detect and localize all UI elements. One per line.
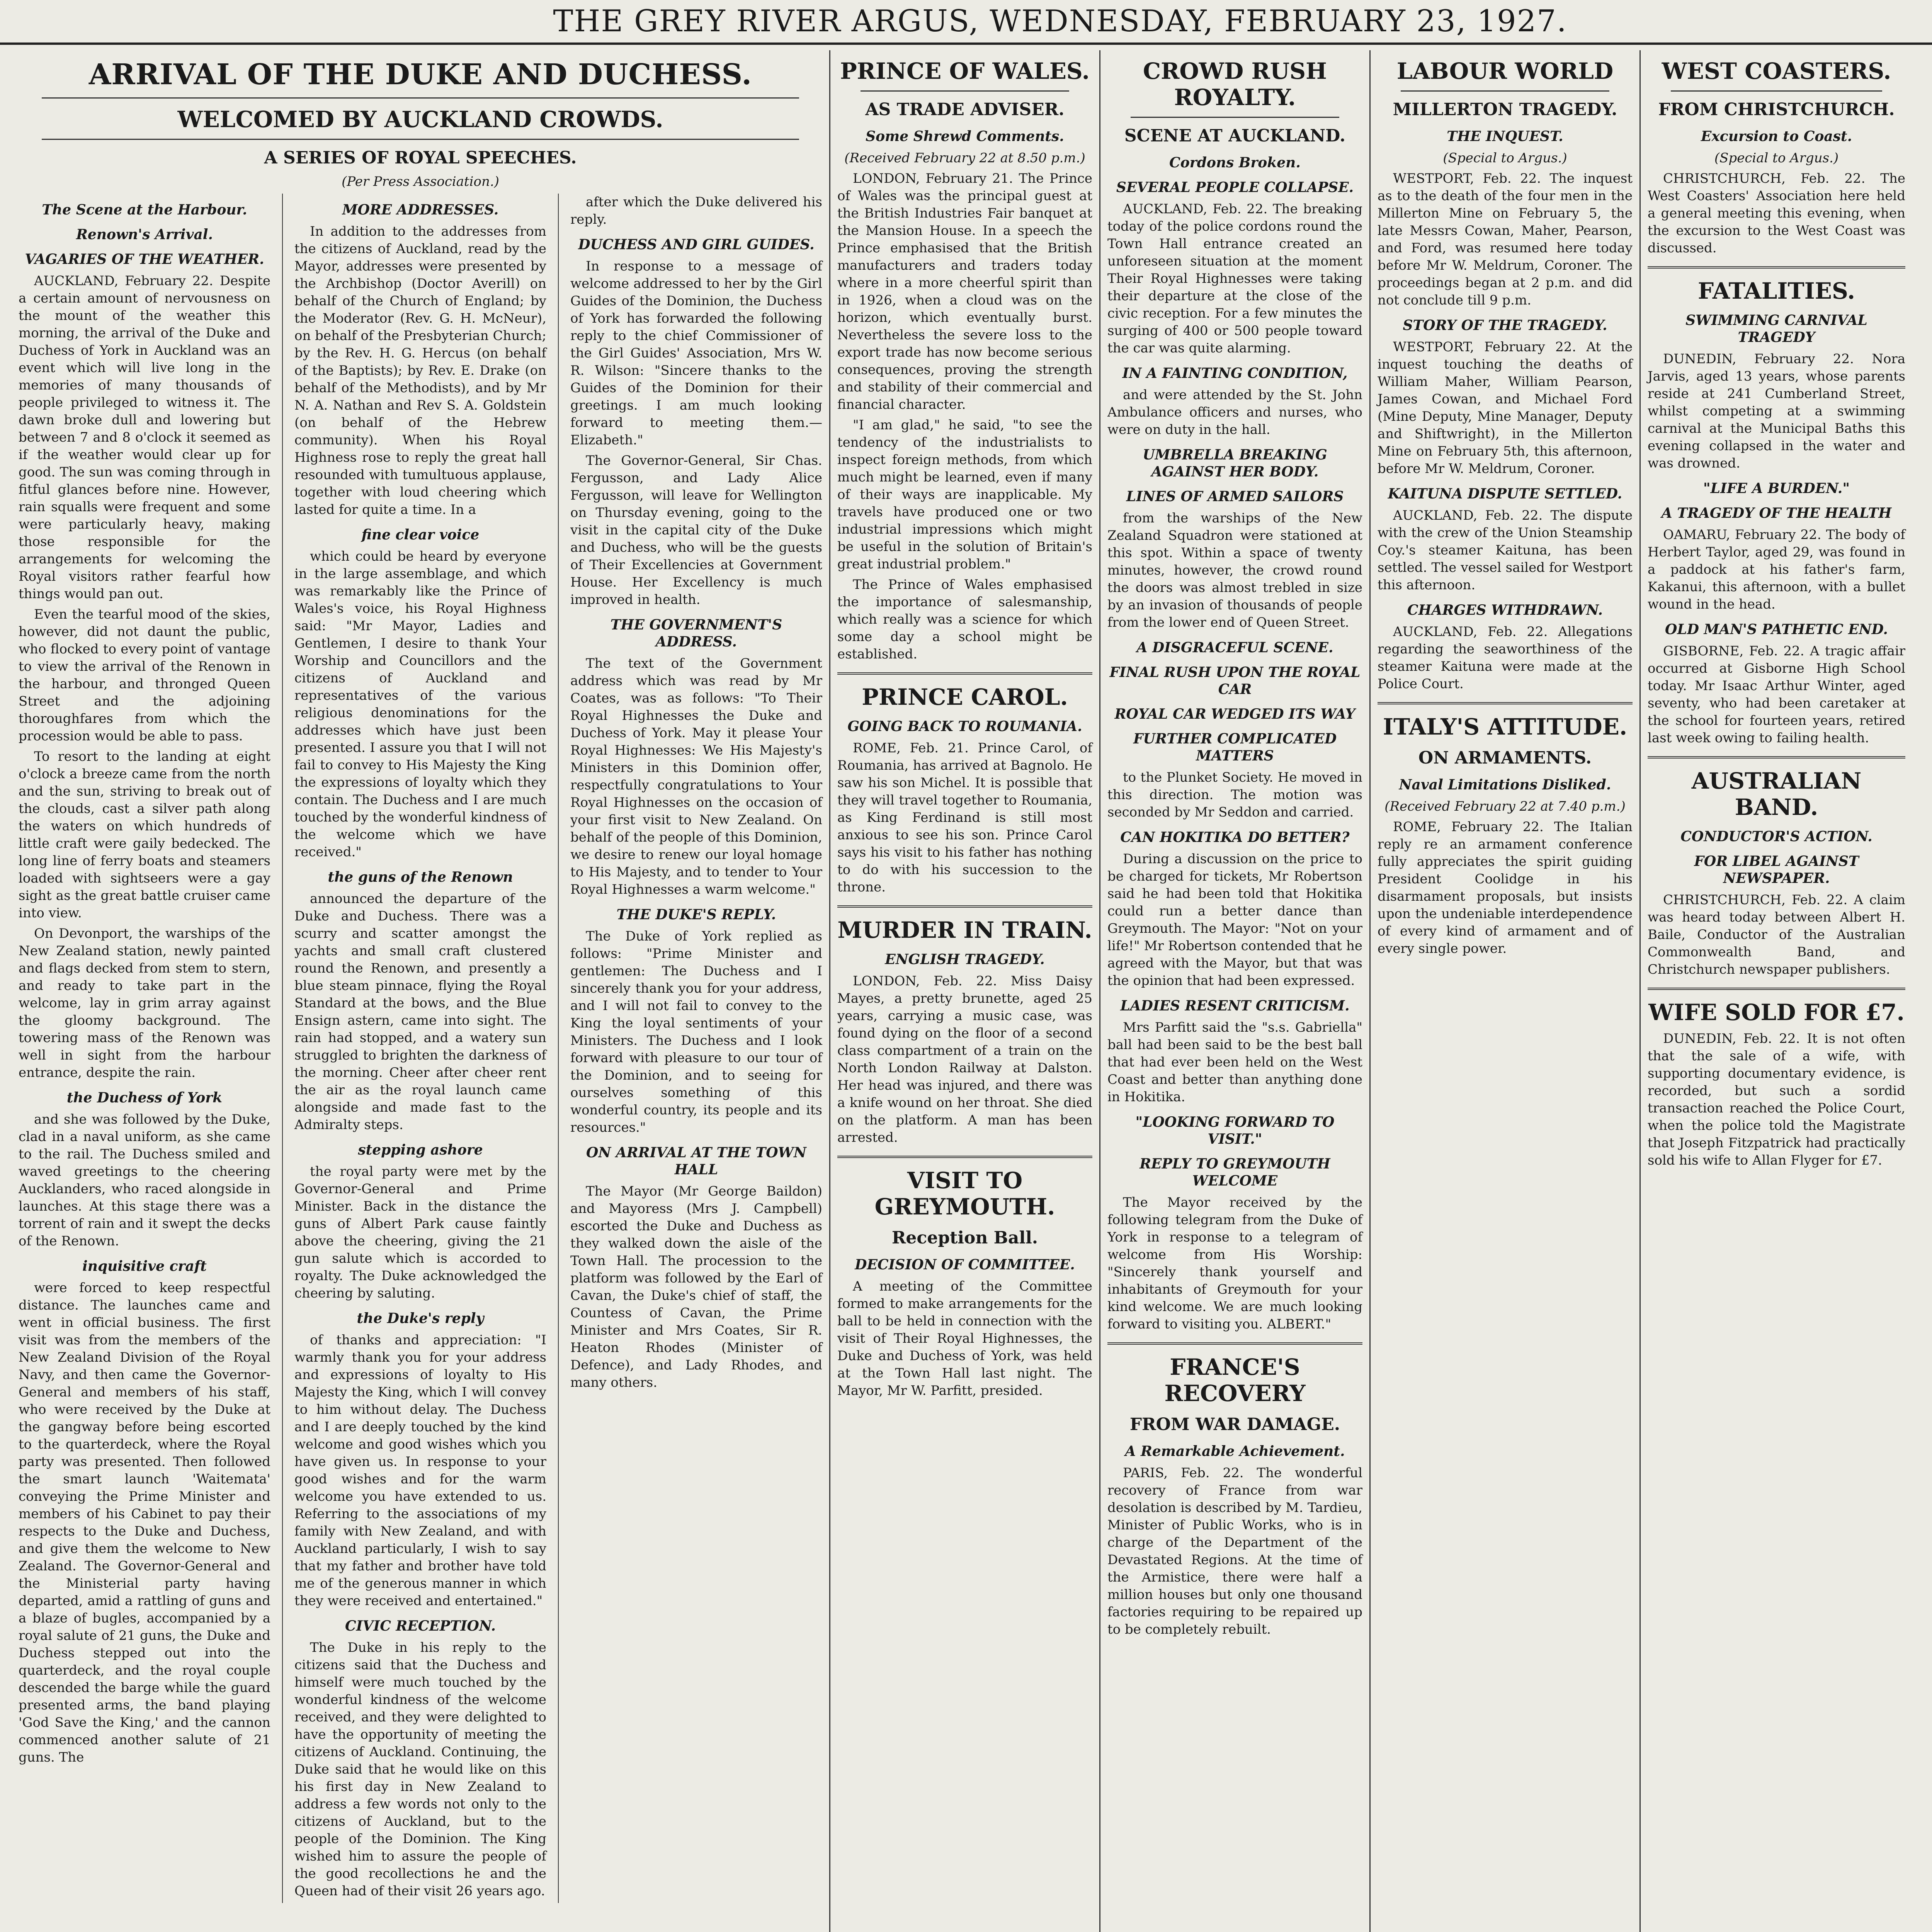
- labour-world-column: [1371, 50, 1641, 1932]
- special-credit: (Special to Argus.): [1714, 150, 1839, 166]
- paragraph: ROME, February 22. The Italian reply re an armament conference fully appreciates the spirit guiding President Coolidge in his disarmament proposals, but insists upon the undeniable interdependence of every kind of armament and of every single power.: [1378, 819, 1633, 956]
- section-harbour-scene: The Scene at the Harbour.: [42, 202, 247, 218]
- headline-italy: ITALY'S ATTITUDE.: [1383, 714, 1628, 740]
- section-people-collapse: SEVERAL PEOPLE COLLAPSE.: [1116, 179, 1354, 196]
- headline-prince-of-wales: PRINCE OF WALES.: [840, 58, 1090, 84]
- section-renown-arrival: Renown's Arrival.: [76, 226, 213, 243]
- section-car-wedged: ROYAL CAR WEDGED ITS WAY: [1114, 706, 1355, 722]
- subhead-armaments: ON ARMAMENTS.: [1418, 748, 1592, 768]
- paragraph: To resort to the landing at eight o'clock a breeze came from the north and the sun, striving to break out of the clouds, cast a silver path along the waters on which hundreds of little craft were gaily bedecked. The long line of ferry boats and steamers loaded with sightseers were a gay sight as the great battle cruiser came into view.: [19, 749, 271, 921]
- headline-crowd-rush: CROWD RUSH ROYALTY.: [1143, 58, 1327, 111]
- section-hokitika: CAN HOKITIKA DO BETTER?: [1120, 829, 1350, 845]
- paragraph: The Mayor (Mr George Baildon) and Mayoress (Mrs J. Campbell) escorted the Duke and Duchess as they walked down the aisle of the Town Hall. The procession to the platform was followed by the Earl of Cavan, the Duke's chief of staff, the Countess of Cavan, the Prime Minister and Mrs Coates, Sir R. Heaton Rhodes (Minister of Defence), and Lady Rhodes, and many others.: [570, 1184, 822, 1390]
- paragraph: AUCKLAND, Feb. 22. The breaking today of the police cordons round the Town Hall entrance created an unforeseen situation at the moment Their Royal Highnesses were taking their departure at the close of the civic reception. For a few minutes the surging of 400 or 500 people toward the car was quite alarming.: [1107, 201, 1362, 356]
- headline-royal-arrival: ARRIVAL OF THE DUKE AND DUCHESS.: [88, 58, 752, 91]
- paragraph: to the Plunket Society. He moved in this direction. The motion was seconded by Mr Seddon and carried.: [1107, 770, 1362, 820]
- column-rule: [558, 194, 559, 1903]
- section-charges: CHARGES WITHDRAWN.: [1407, 602, 1603, 618]
- section-government-address: THE GOVERNMENT'S ADDRESS.: [610, 617, 782, 650]
- paragraph: announced the departure of the Duke and Duchess. There was a scurry and scatter amongst the yachts and small craft clustered round the Renown, and presently a blue steam pinnace, flying the Royal Standard at the bows, and the Blue Ensign astern, came into sight. The rain had stopped, and a watery sun struggled to brighten the darkness of the morning. Cheer after cheer rent the air as the royal launch came alongside and made fast to the Admiralty steps.: [294, 891, 546, 1133]
- section-town-hall-arrival: ON ARRIVAL AT THE TOWN HALL: [586, 1145, 806, 1178]
- section-dukes-reply: THE DUKE'S REPLY.: [616, 906, 776, 923]
- section-life-burden: "LIFE A BURDEN.": [1703, 480, 1850, 497]
- section-story-tragedy: STORY OF THE TRAGEDY.: [1403, 317, 1607, 333]
- section-fainting: IN A FAINTING CONDITION,: [1122, 365, 1348, 381]
- divider: [1671, 90, 1882, 92]
- paragraph: WESTPORT, February 22. At the inquest touching the deaths of William Maher, William Pearson, James Cowan, and Michael Ford (Mine Deputy, Mine Manager, Deputy and Shiftwright), in the Millerton Mine on February 5th, this afternoon, before Mr W. Meldrum, Coroner.: [1378, 339, 1633, 476]
- press-credit: (Per Press Association.): [342, 174, 499, 189]
- paragraph: In response to a message of welcome addressed to her by the Girl Guides of the Dominion, the Duchess of York has forwarded the following reply to the chief Commissioner of the Girl Guides' Association, Mrs W. R. Wilson: "Sincere thanks to the Guides of the Dominion for their greetings. I am much looking forward to meeting them.—Elizabeth.": [570, 259, 822, 448]
- paragraph: In addition to the addresses from the citizens of Auckland, read by the Mayor, addresses were presented by the Archbishop (Doctor Averill) on behalf of the Church of England; by the Moderator (Rev. G. H. McNeur), on behalf of the Presbyterian Church; by the Rev. H. G. Hercus (on behalf of the Baptists); by Rev. E. Drake (on behalf of the Methodists), and by Mr N. A. Nathan and Rev S. A. Goldstein (on behalf of the Hebrew community). When his Royal Highness rose to reply the great hall resounded with tumultuous applause, together with loud cheering which lasted for quite a time. In a: [294, 224, 546, 517]
- subhead-christchurch: FROM CHRISTCHURCH.: [1658, 100, 1895, 119]
- subhead-war-damage: FROM WAR DAMAGE.: [1129, 1415, 1340, 1434]
- page-columns: [12, 50, 1932, 1932]
- section-kaituna: KAITUNA DISPUTE SETTLED.: [1388, 486, 1622, 502]
- received-credit: (Received February 22 at 8.50 p.m.): [844, 150, 1085, 166]
- paragraph: AUCKLAND, Feb. 22. Allegations regarding the seaworthiness of the steamer Kaituna were made at the Police Court.: [1378, 624, 1633, 692]
- subhead-royal-speeches: A SERIES OF ROYAL SPEECHES.: [264, 148, 577, 168]
- paragraph: ROME, Feb. 21. Prince Carol, of Roumania, has arrived at Bagnolo. He saw his son Michel. It is possible that they will travel together to Roumania, as King Ferdinand is still most anxious to see his son. Prince Carol says his visit to his father has nothing to do with his succession to the throne.: [837, 740, 1092, 895]
- section-committee-decision: DECISION OF COMMITTEE.: [855, 1257, 1075, 1273]
- section-fine-clear-voice: fine clear voice: [361, 527, 480, 543]
- paragraph: The Duke in his reply to the citizens said that the Duchess and himself were much touched by the wonderful kindness of the welcome received, and they were delighted to have the opportunity of meeting the citizens of Auckland. Continuing, the Duke said that he would like on this his first day in New Zealand to address a few words not only to the citizens of Auckland, but to the people of the Dominion. The King wished him to assure the people of the good recollections he and the Queen had of their visit 26 years ago.: [294, 1640, 546, 1899]
- paragraph: the royal party were met by the Governor-General and Prime Minister. Back in the distance the guns of Albert Park cause faintly above the cheering, giving the 21 gun salute which is accorded to royalty. The Duke acknowledged the cheering by saluting.: [294, 1164, 546, 1301]
- paragraph: which could be heard by everyone in the large assemblage, and which was remarkably like the Prince of Wales's voice, his Royal Highness said: "Mr Mayor, Ladies and Gentlemen, I desire to thank Your Worship and Councillors and the citizens of Auckland and representatives of the various religious denominations for the addresses which have just been presented. I assure you that I will not fail to convey to His Majesty the King the expressions of loyalty which they contain. The Duchess and I are much touched by the wonderful kindness of the welcome which we have received.": [294, 549, 546, 860]
- section-cordons-broken: Cordons Broken.: [1169, 155, 1301, 171]
- west-coasters-column: [1641, 50, 1912, 1932]
- section-old-man: OLD MAN'S PATHETIC END.: [1665, 621, 1888, 638]
- paragraph: The Duke of York replied as follows: "Prime Minister and gentlemen: The Duchess and I sincerely thank you for your address, and I will not fail to convey to the King the loyal sentiments of your Ministers. The Duchess and I look forward with pleasure to our tour of the Dominion, and to seeing for ourselves something of this wonderful country, its people and its resources.": [570, 929, 822, 1135]
- paragraph: WESTPORT, Feb. 22. The inquest as to the death of the four men in the Millerton Mine on February 5, the late Messrs Cowan, Maher, Pearson, and Ford, was resumed here today before Mr W. Meldrum, Coroner. The proceedings began at 2 p.m. and did not conclude till 9 p.m.: [1378, 171, 1633, 308]
- paragraph: of thanks and appreciation: "I warmly thank you for your address and expressions of loyalty to His Majesty the King, which I will convey to him without delay. The Duchess and I are deeply touched by the kind welcome and good wishes which you have given us. In response to your good wishes and for the warm welcome you have extended to us. Referring to the associations of my family with New Zealand, and with Auckland particularly, I wish to say that my father and brother have told me of the generous manner in which they were received and entertained.": [294, 1332, 546, 1609]
- headline-wife-sold: WIFE SOLD FOR £7.: [1648, 999, 1905, 1026]
- divider: [861, 90, 1069, 92]
- section-achievement: A Remarkable Achievement.: [1125, 1443, 1345, 1459]
- divider: [1648, 266, 1905, 269]
- section-inquisitive-craft: inquisitive craft: [82, 1258, 207, 1274]
- section-renown-guns: the guns of the Renown: [328, 869, 513, 885]
- divider: [837, 1156, 1092, 1158]
- paragraph: The text of the Government address which was read by Mr Coates, was as follows: "To Their Royal Highnesses the Duke and Duchess of York. May it please Your Royal Highnesses: We His Majesty's Ministers in this Dominion offer, respectfully congratulations to Your Royal Highnesses on the occasion of your first visit to New Zealand. On behalf of the people of this Dominion, we desire to renew our loyal homage to His Majesty, and to tender to Your Royal Highnesses a warm welcome.": [570, 656, 822, 897]
- special-credit: (Special to Argus.): [1443, 150, 1567, 166]
- paragraph: GISBORNE, Feb. 22. A tragic affair occurred at Gisborne High School today. Mr Isaac Arthur Winter, aged seventy, who had been caretaker at the school for fourteen years, retired last week owing to failing health.: [1648, 643, 1905, 746]
- paragraph: A meeting of the Committee formed to make arrangements for the ball to be held in connection with the visit of Their Royal Highnesses, the Duke and Duchess of York, was held at the Town Hall last night. The Mayor, Mr W. Parfitt, presided.: [837, 1279, 1092, 1398]
- headline-fatalities: FATALITIES.: [1697, 278, 1855, 304]
- paragraph: PARIS, Feb. 22. The wonderful recovery of France from war desolation is described by M. Tardieu, Minister of Public Works, who is in charge of the Department of the Devastated Regions. At the time of the Armistice, there were half a million houses but only one thousand factories requiring to be repaired up to be completely rebuilt.: [1107, 1465, 1362, 1637]
- column-rule: [282, 194, 283, 1903]
- section-complicated: FURTHER COMPLICATED MATTERS: [1133, 731, 1337, 764]
- section-ladies-resent: LADIES RESENT CRITICISM.: [1120, 998, 1350, 1014]
- section-looking-forward: "LOOKING FORWARD TO VISIT.": [1135, 1114, 1335, 1147]
- headline-prince-carol: PRINCE CAROL.: [862, 684, 1068, 710]
- paragraph: The Prince of Wales emphasised the importance of salesmanship, which really was a science for which some day a school might be established.: [837, 577, 1092, 662]
- column-2: [294, 194, 546, 1903]
- paragraph: The Governor-General, Sir Chas. Fergusson, and Lady Alice Fergusson, will leave for Wellington on Thursday evening, going to the visit in the capital city of the Duke and Duchess, who will be the guests of Their Excellencies at Government House. Her Excellency is much improved in health.: [570, 453, 822, 607]
- divider: [42, 139, 799, 140]
- section-final-rush: FINAL RUSH UPON THE ROYAL CAR: [1109, 664, 1361, 697]
- paragraph: During a discussion on the price to be charged for tickets, Mr Robertson said he had been told that Hokitika could run a better dance than Greymouth. The Mayor: "Not on your life!" Mr Robertson contended that he agreed with the Mayor, but that was the opinion that had been expressed.: [1107, 851, 1362, 988]
- divider: [1107, 1342, 1362, 1345]
- paragraph: from the warships of the New Zealand Squadron were stationed at this spot. Within a space of twenty minutes, however, the crowd round the doors was almost trebled in size by an invasion of thousands of people from the lower end of Queen Street.: [1107, 510, 1362, 630]
- subhead-trade-adviser: AS TRADE ADVISER.: [865, 100, 1065, 119]
- section-excursion: Excursion to Coast.: [1701, 128, 1852, 145]
- paragraph: LONDON, February 21. The Prince of Wales was the principal guest at the British Industries Fair banquet at the Mansion House. In a speech the Prince emphasised that the British manufacturers and traders today where in a more cheerful spirit than in 1926, when a cloud was on the horizon, which eventually burst. Nevertheless the severe loss to the export trade has now become serious consequences, proving the strength and stability of their commercial and financial character.: [837, 171, 1092, 412]
- paragraph: DUNEDIN, February 22. Nora Jarvis, aged 13 years, whose parents reside at 241 Cumberland Street, whilst competing at a swimming carnival at the Municipal Baths this evening collapsed in the water and was drowned.: [1648, 351, 1905, 471]
- paragraph: The Mayor received by the following telegram from the Duke of York in response to a telegram of welcome from His Worship: "Sincerely thank yourself and inhabitants of Greymouth for your kind welcome. We are much looking forward to visiting you. ALBERT.": [1107, 1195, 1362, 1332]
- section-girl-guides: DUCHESS AND GIRL GUIDES.: [578, 236, 815, 253]
- section-stepping-ashore: stepping ashore: [358, 1142, 483, 1158]
- headline-west-coasters: WEST COASTERS.: [1662, 58, 1891, 84]
- paragraph: DUNEDIN, Feb. 22. It is not often that the sale of a wife, with supporting documentary evidence, is recorded, but such a sordid transaction reached the Police Court, when the police told the Magistrate that Joseph Fitzpatrick had practically sold his wife to Allan Flyger for £7.: [1648, 1031, 1905, 1168]
- paragraph: and she was followed by the Duke, clad in a naval uniform, as she came to the rail. The Duchess smiled and waved greetings to the cheering Aucklanders, who raced alongside in launches. At this stage there was a torrent of rain and it swept the decks of the Renown.: [19, 1112, 271, 1249]
- subhead-millerton: MILLERTON TRAGEDY.: [1393, 100, 1617, 119]
- section-english-tragedy: ENGLISH TRAGEDY.: [885, 951, 1045, 968]
- royal-arrival-article: [12, 50, 830, 1932]
- subhead-welcomed: WELCOMED BY AUCKLAND CROWDS.: [177, 106, 663, 133]
- crowd-rush-column: [1100, 50, 1371, 1932]
- subhead-reception-ball: Reception Ball.: [891, 1228, 1038, 1248]
- masthead: [0, 0, 1932, 45]
- paragraph: AUCKLAND, February 22. Despite a certain amount of nervousness on the mount of the weather this morning, the arrival of the Duke and Duchess of York in Auckland was an event which will live long in the memories of many thousands of people privileged to witness it. The dawn broke dull and lowering but between 7 and 8 o'clock it seemed as if the weather would clear up for good. The sun was coming through in fitful glances before nine. However, rain squalls were frequent and some were particularly heavy, making those responsible for the arrangements for welcoming the Royal visitors rather fearful how things would pan out.: [19, 273, 271, 602]
- section-duchess: the Duchess of York: [66, 1090, 223, 1106]
- paragraph: LONDON, Feb. 22. Miss Daisy Mayes, a pretty brunette, aged 25 years, carrying a music case, was found dying on the floor of a second class compartment of a train on the North London Railway at Dalston. Her head was injured, and there was a knife wound on her throat. She died on the platform. A man has been arrested.: [837, 973, 1092, 1145]
- column-1: [19, 194, 270, 1903]
- section-libel: FOR LIBEL AGAINST NEWSPAPER.: [1694, 853, 1859, 886]
- section-more-addresses: MORE ADDRESSES.: [342, 202, 499, 218]
- paragraph: "I am glad," he said, "to see the tendency of the industrialists to inspect foreign methods, from which much might be learned, even if many of their ways are inapplicable. My travels have produced one or two industrial impressions which might be useful in the solution of Britain's great industrial problem.": [837, 417, 1092, 572]
- paragraph: AUCKLAND, Feb. 22. The dispute with the crew of the Union Steamship Coy.'s steamer Kaituna, has been settled. The vessel sailed for Westport this afternoon.: [1378, 508, 1633, 593]
- headline-australian-band: AUSTRALIAN BAND.: [1691, 768, 1862, 820]
- section-umbrella: UMBRELLA BREAKING AGAINST HER BODY.: [1143, 447, 1327, 480]
- column-3: [570, 194, 822, 1903]
- section-conductor: CONDUCTOR'S ACTION.: [1680, 828, 1872, 845]
- subhead-scene-auckland: SCENE AT AUCKLAND.: [1124, 126, 1346, 146]
- section-civic-reception: CIVIC RECEPTION.: [345, 1618, 496, 1634]
- masthead-title: THE GREY RIVER ARGUS, WEDNESDAY, FEBRUARY 23, 1927.: [553, 4, 1567, 39]
- paragraph: On Devonport, the warships of the New Zealand station, newly painted and flags decked from stem to stern, and ready to take part in the welcome, lay in grim array against the gloomy background. The towering mass of the Renown was well in sight from the harbour entrance, despite the rain.: [19, 926, 271, 1080]
- paragraph: were forced to keep respectful distance. The launches came and went in official business. The first visit was from the members of the New Zealand Division of the Royal Navy, and then came the Governor-General and members of his staff, who were received by the Duke at the gangway before being escorted to the quarterdeck, where the Royal party was presented. Then followed the smart launch 'Waitemata' conveying the Prime Minister and members of his Cabinet to pay their respects to the Duke and Duchess, and give them the welcome to New Zealand. The Governor-General and the Ministerial party having departed, amid a rattling of guns and a blaze of bugles, accompanied by a royal salute of 21 guns, the Duke and Duchess stepped out into the quarterdeck, and the royal couple descended the barge while the guard presented arms, the band playing 'God Save the King,' and the cannon commenced another salute of 21 guns. The: [19, 1280, 271, 1765]
- paragraph: CHRISTCHURCH, Feb. 22. The West Coasters' Association here held a general meeting this evening, when the excursion to the West Coast was discussed.: [1648, 171, 1905, 256]
- divider: [42, 97, 799, 99]
- section-shrewd-comments: Some Shrewd Comments.: [866, 128, 1064, 145]
- section-naval-limitations: Naval Limitations Disliked.: [1399, 777, 1611, 793]
- section-health-tragedy: A TRAGEDY OF THE HEALTH: [1661, 505, 1892, 521]
- section-inquest: THE INQUEST.: [1447, 128, 1563, 145]
- divider: [1378, 702, 1633, 704]
- paragraph: after which the Duke delivered his reply.: [570, 194, 822, 227]
- section-disgraceful-scene: A DISGRACEFUL SCENE.: [1136, 639, 1333, 656]
- section-weather: VAGARIES OF THE WEATHER.: [25, 251, 264, 267]
- paragraph: Even the tearful mood of the skies, however, did not daunt the public, who flocked to every point of vantage to view the arrival of the Renown in the harbour, and thronged Queen Street and the adjoining thoroughfares from which the procession would be able to pass.: [19, 607, 271, 744]
- section-duke-reply: the Duke's reply: [357, 1310, 484, 1327]
- section-swimming: SWIMMING CARNIVAL TRAGEDY: [1685, 312, 1867, 345]
- section-reply-greymouth: REPLY TO GREYMOUTH WELCOME: [1139, 1156, 1330, 1189]
- headline-labour-world: LABOUR WORLD: [1396, 58, 1614, 84]
- divider: [837, 672, 1092, 675]
- divider: [1648, 988, 1905, 990]
- headline-france-recovery: FRANCE'S RECOVERY: [1164, 1354, 1306, 1406]
- paragraph: and were attended by the St. John Ambulance officers and nurses, who were on duty in the hall.: [1107, 387, 1362, 437]
- paragraph: Mrs Parfitt said the "s.s. Gabriella" ball had been said to be the best ball that had ever been held on the West Coast and better than anything done in Hokitika.: [1107, 1020, 1362, 1105]
- paragraph: CHRISTCHURCH, Feb. 22. A claim was heard today between Albert H. Baile, Conductor of the Australian Commonwealth Band, and Christchurch newspaper publishers.: [1648, 892, 1905, 977]
- divider: [1648, 756, 1905, 759]
- divider: [1401, 90, 1609, 92]
- divider: [1131, 117, 1339, 118]
- divider: [837, 905, 1092, 908]
- headline-visit-greymouth: VISIT TO GREYMOUTH.: [874, 1167, 1055, 1220]
- headline-murder-in-train: MURDER IN TRAIN.: [837, 917, 1092, 943]
- section-armed-sailors: LINES OF ARMED SAILORS: [1126, 488, 1344, 505]
- paragraph: OAMARU, February 22. The body of Herbert Taylor, aged 29, was found in a paddock at his father's farm, Kakanui, this afternoon, with a bullet wound in the head.: [1648, 527, 1905, 612]
- prince-of-wales-column: [830, 50, 1100, 1932]
- received-credit: (Received February 22 at 7.40 p.m.): [1384, 799, 1626, 814]
- section-roumania: GOING BACK TO ROUMANIA.: [847, 718, 1082, 735]
